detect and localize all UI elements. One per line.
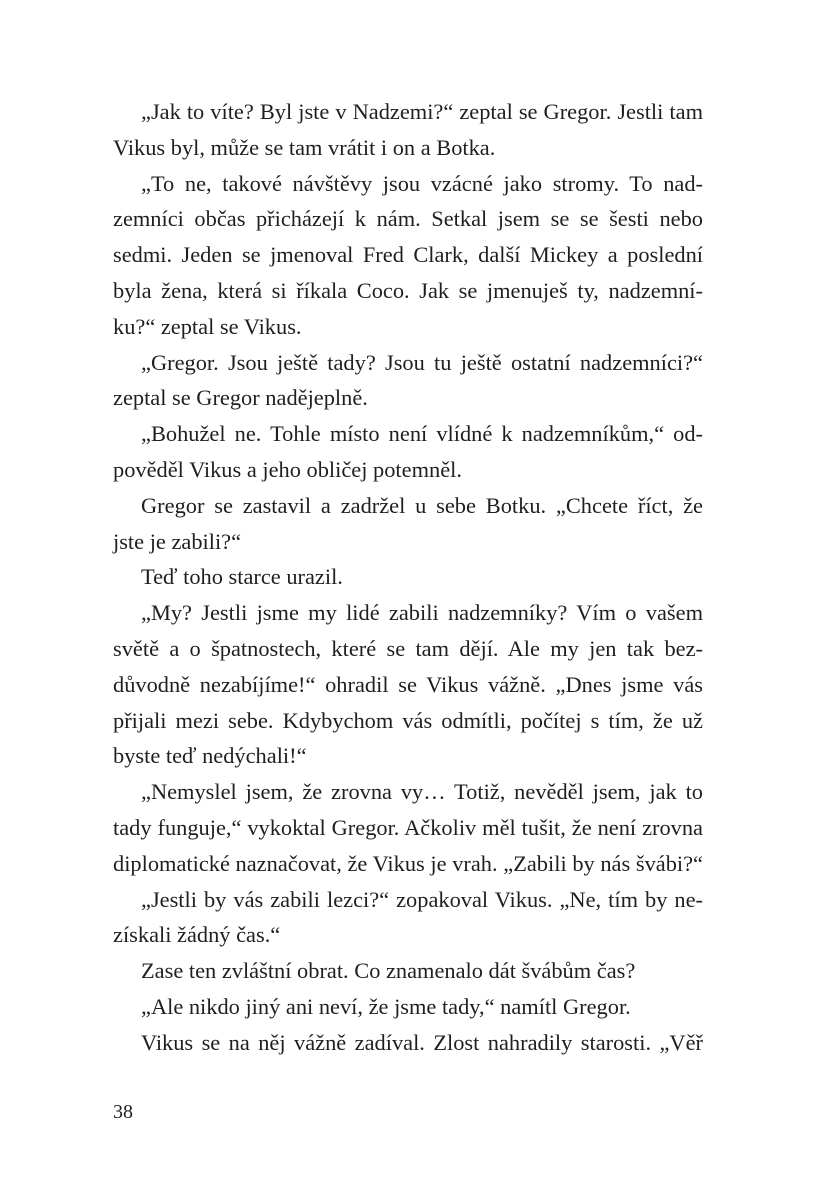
text-line: získali žádný čas.“ <box>113 922 281 948</box>
text-line: byla žena, která si říkala Coco. Jak se jmenuješ ty, nadzemní- <box>113 277 703 303</box>
text-line: „Gregor. Jsou ještě tady? Jsou tu ještě ostatní nadzemníci?“ <box>141 349 703 375</box>
text-line: byste teď nedýchali!“ <box>113 743 307 769</box>
page-number: 38 <box>113 1101 133 1123</box>
page-body <box>113 94 703 1061</box>
text-line: tady funguje,“ vykoktal Gregor. Ačkoliv měl tušit, že není zrovna <box>113 814 703 840</box>
text-line: „Nemyslel jsem, že zrovna vy… Totiž, nevěděl jsem, jak to <box>141 779 703 805</box>
text-line: „Jestli by vás zabili lezci?“ zopakoval Vikus. „Ne, tím by ne- <box>141 886 703 912</box>
text-line: zeptal se Gregor nadějeplně. <box>113 385 368 411</box>
text-line: ku?“ zeptal se Vikus. <box>113 313 302 339</box>
text-line: „To ne, takové návštěvy jsou vzácné jako stromy. To nad- <box>141 170 703 196</box>
text-line: světě a o špatnostech, které se tam dějí. Ale my jen tak bez- <box>113 635 703 661</box>
text-line: Zase ten zvláštní obrat. Co znamenalo dát švábům čas? <box>141 958 636 984</box>
text-line: „Jak to víte? Byl jste v Nadzemi?“ zeptal se Gregor. Jestli tam <box>141 99 703 124</box>
text-line: Vikus byl, může se tam vrátit i on a Botka. <box>113 134 496 160</box>
text-line: Vikus se na něj vážně zadíval. Zlost nahradily starosti. „Věř <box>141 1029 703 1055</box>
text-line: přijali mezi sebe. Kdybychom vás odmítli, počítej s tím, že už <box>113 707 703 733</box>
text-line: „My? Jestli jsme my lidé zabili nadzemníky? Vím o vašem <box>141 600 703 626</box>
text-line: „Ale nikdo jiný ani neví, že jsme tady,“ namítl Gregor. <box>141 993 631 1019</box>
text-line: sedmi. Jeden se jmenoval Fred Clark, další Mickey a poslední <box>113 242 703 268</box>
text-line: diplomatické naznačovat, že Vikus je vrah. „Zabili by nás švábi?“ <box>113 850 703 876</box>
text-line: zemníci občas přicházejí k nám. Setkal jsem se se šesti nebo <box>113 206 703 232</box>
text-line: důvodně nezabíjíme!“ ohradil se Vikus vážně. „Dnes jsme vás <box>113 671 703 697</box>
text-line: jste je zabili?“ <box>113 528 242 554</box>
text-line: Gregor se zastavil a zadržel u sebe Botku. „Chcete říct, že <box>141 492 703 518</box>
text-line: pověděl Vikus a jeho obličej potemněl. <box>113 456 462 482</box>
text-line: Teď toho starce urazil. <box>141 564 343 590</box>
text-line: „Bohužel ne. Tohle místo není vlídné k nadzemníkům,“ od- <box>141 421 703 447</box>
